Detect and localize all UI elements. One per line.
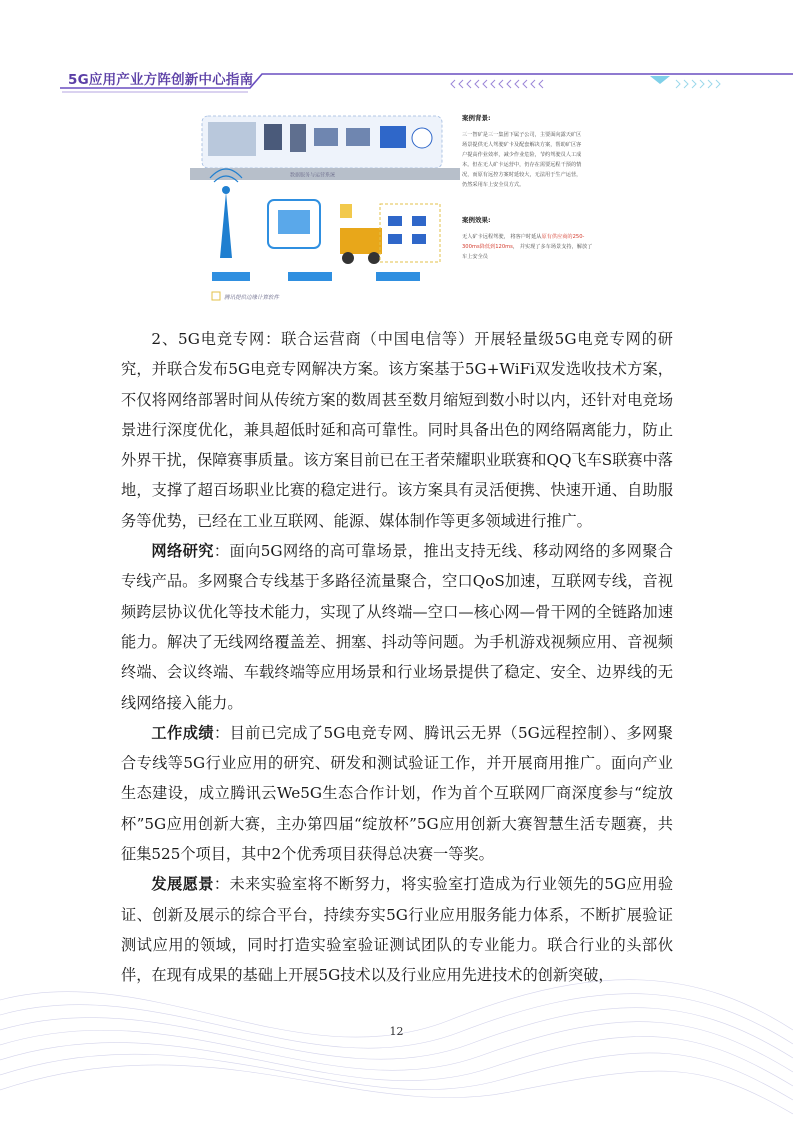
remote-cockpit-group — [380, 204, 440, 262]
case-background-line: 三一智矿是三一集团下属子公司，主要面向露天矿区 — [462, 132, 582, 138]
case-background-title: 案例背景: — [462, 114, 491, 122]
page-number: 12 — [389, 1025, 404, 1038]
paragraph-vision: 发展愿景：未来实验室将不断努力，将实验室打造成为行业领先的5G应用验证、创新及展示的综合平台，持续夯实5G行业应用服务能力体系，不断扩展验证测试应用的领域，同时打造实验室验证测试团队的专业能力。联合行业的头部伙伴，在现有成果的基础上开展5G技术以及行业应用先进技术的创新突破， — [121, 875, 674, 985]
paragraph-heading: 发展愿景 — [151, 875, 214, 894]
case-result-line: 无人矿卡远程驾驶， 将客户时延从原有供应商的250- — [462, 234, 585, 240]
case-result-line: 300ms降低到120ms， 并实现了多车场景支持，解放了 — [462, 244, 593, 250]
server-icon — [264, 124, 282, 150]
top-bar-label: 数据服务与运营系统 — [290, 172, 336, 179]
paragraph-5g-esports-network: 2、5G电竞专网：联合运营商（中国电信等）开展轻量级5G电竞专网的研究，并联合发布5G电竞专网解决方案。该方案基于5G+WiFi双发选收技术方案，不仅将网络部署时间从传统方案的数周甚至数月缩短到数小时以内，还针对电竞场景进行深度优化，兼具超低时延和高可靠性。同时具备出色的网络隔离能力，防止外界干扰，保障赛事质量。该方案目前已在王者荣耀职业联赛和QQ飞车S联赛中落地，支撑了超百场职业比赛的稳定进行。该方案具有灵活便携、快速开通、自助服务等优势，已经在工业互联网、能源、媒体制作等更多领域进行推广。 — [121, 330, 673, 530]
paragraph-heading: 网络研究 — [151, 542, 214, 561]
sensor-icon — [340, 204, 352, 218]
server-icon — [290, 124, 306, 152]
case-background-line: 户提高作业效率，减少作业危险，节约驾驶员人工成 — [462, 152, 582, 158]
antenna-icon — [412, 128, 432, 148]
case-background-line: 况，而原有远控方案时延较大，无法用于生产运营， — [462, 172, 582, 178]
paragraph-heading: 工作成绩 — [151, 723, 214, 742]
5g-tower-icon — [220, 192, 232, 258]
header-title: 5G应用产业方阵创新中心指南 — [68, 72, 254, 88]
control-room-image — [208, 122, 256, 156]
case-background-line: 本。但在无人矿卡运营中，仍存在需要远程干预的情 — [462, 162, 582, 168]
case-background-line: 仍然采用车上安全员方式。 — [462, 182, 525, 188]
case-result-title: 案例效果: — [462, 216, 491, 224]
monitor-icon — [314, 128, 338, 146]
mining-truck-icon — [340, 228, 382, 254]
body-text — [121, 324, 673, 991]
monitor-icon — [380, 126, 406, 148]
page-header — [0, 62, 793, 96]
case-result-line: 车上安全员 — [462, 254, 488, 260]
figure-caption: 腾讯提供边缘计算软件 — [224, 295, 280, 301]
case-background-line: 场景提供无人驾驶矿卡及配套解决方案，帮助矿区客 — [462, 142, 582, 148]
monitor-icon — [346, 128, 370, 146]
paragraph-network-research: 网络研究：面向5G网络的高可靠场景，推出支持无线、移动网络的多网聚合专线产品。多网聚合专线基于多路径流量聚合，空口QoS加速，互联网专线，音视频跨层协议优化等技术能力，实现了从终端—空口—核心网—骨干网的全链路加速能力。解决了无线网络覆盖差、拥塞、抖动等问题。为手机游戏视频应用、音视频终端、会议终端、车载终端等应用场景和行业场景提供了稳定、安全、边界线的无线网络接入能力。 — [121, 542, 674, 712]
paragraph-achievements: 工作成绩：目前已完成了5G电竞专网、腾讯云无界（5G远程控制）、多网聚合专线等5G行业应用的研究、研发和测试验证工作，并开展商用推广。面向产业生态建设，成立腾讯云We5G生态合作计划，作为首个互联网厂商深度参与“绽放杯”5G应用创新大赛，主办第四届“绽放杯”5G应用创新大赛智慧生活专题赛，共征集525个项目，其中2个优秀项目获得总决赛一等奖。 — [121, 723, 673, 864]
case-figure — [190, 108, 610, 308]
